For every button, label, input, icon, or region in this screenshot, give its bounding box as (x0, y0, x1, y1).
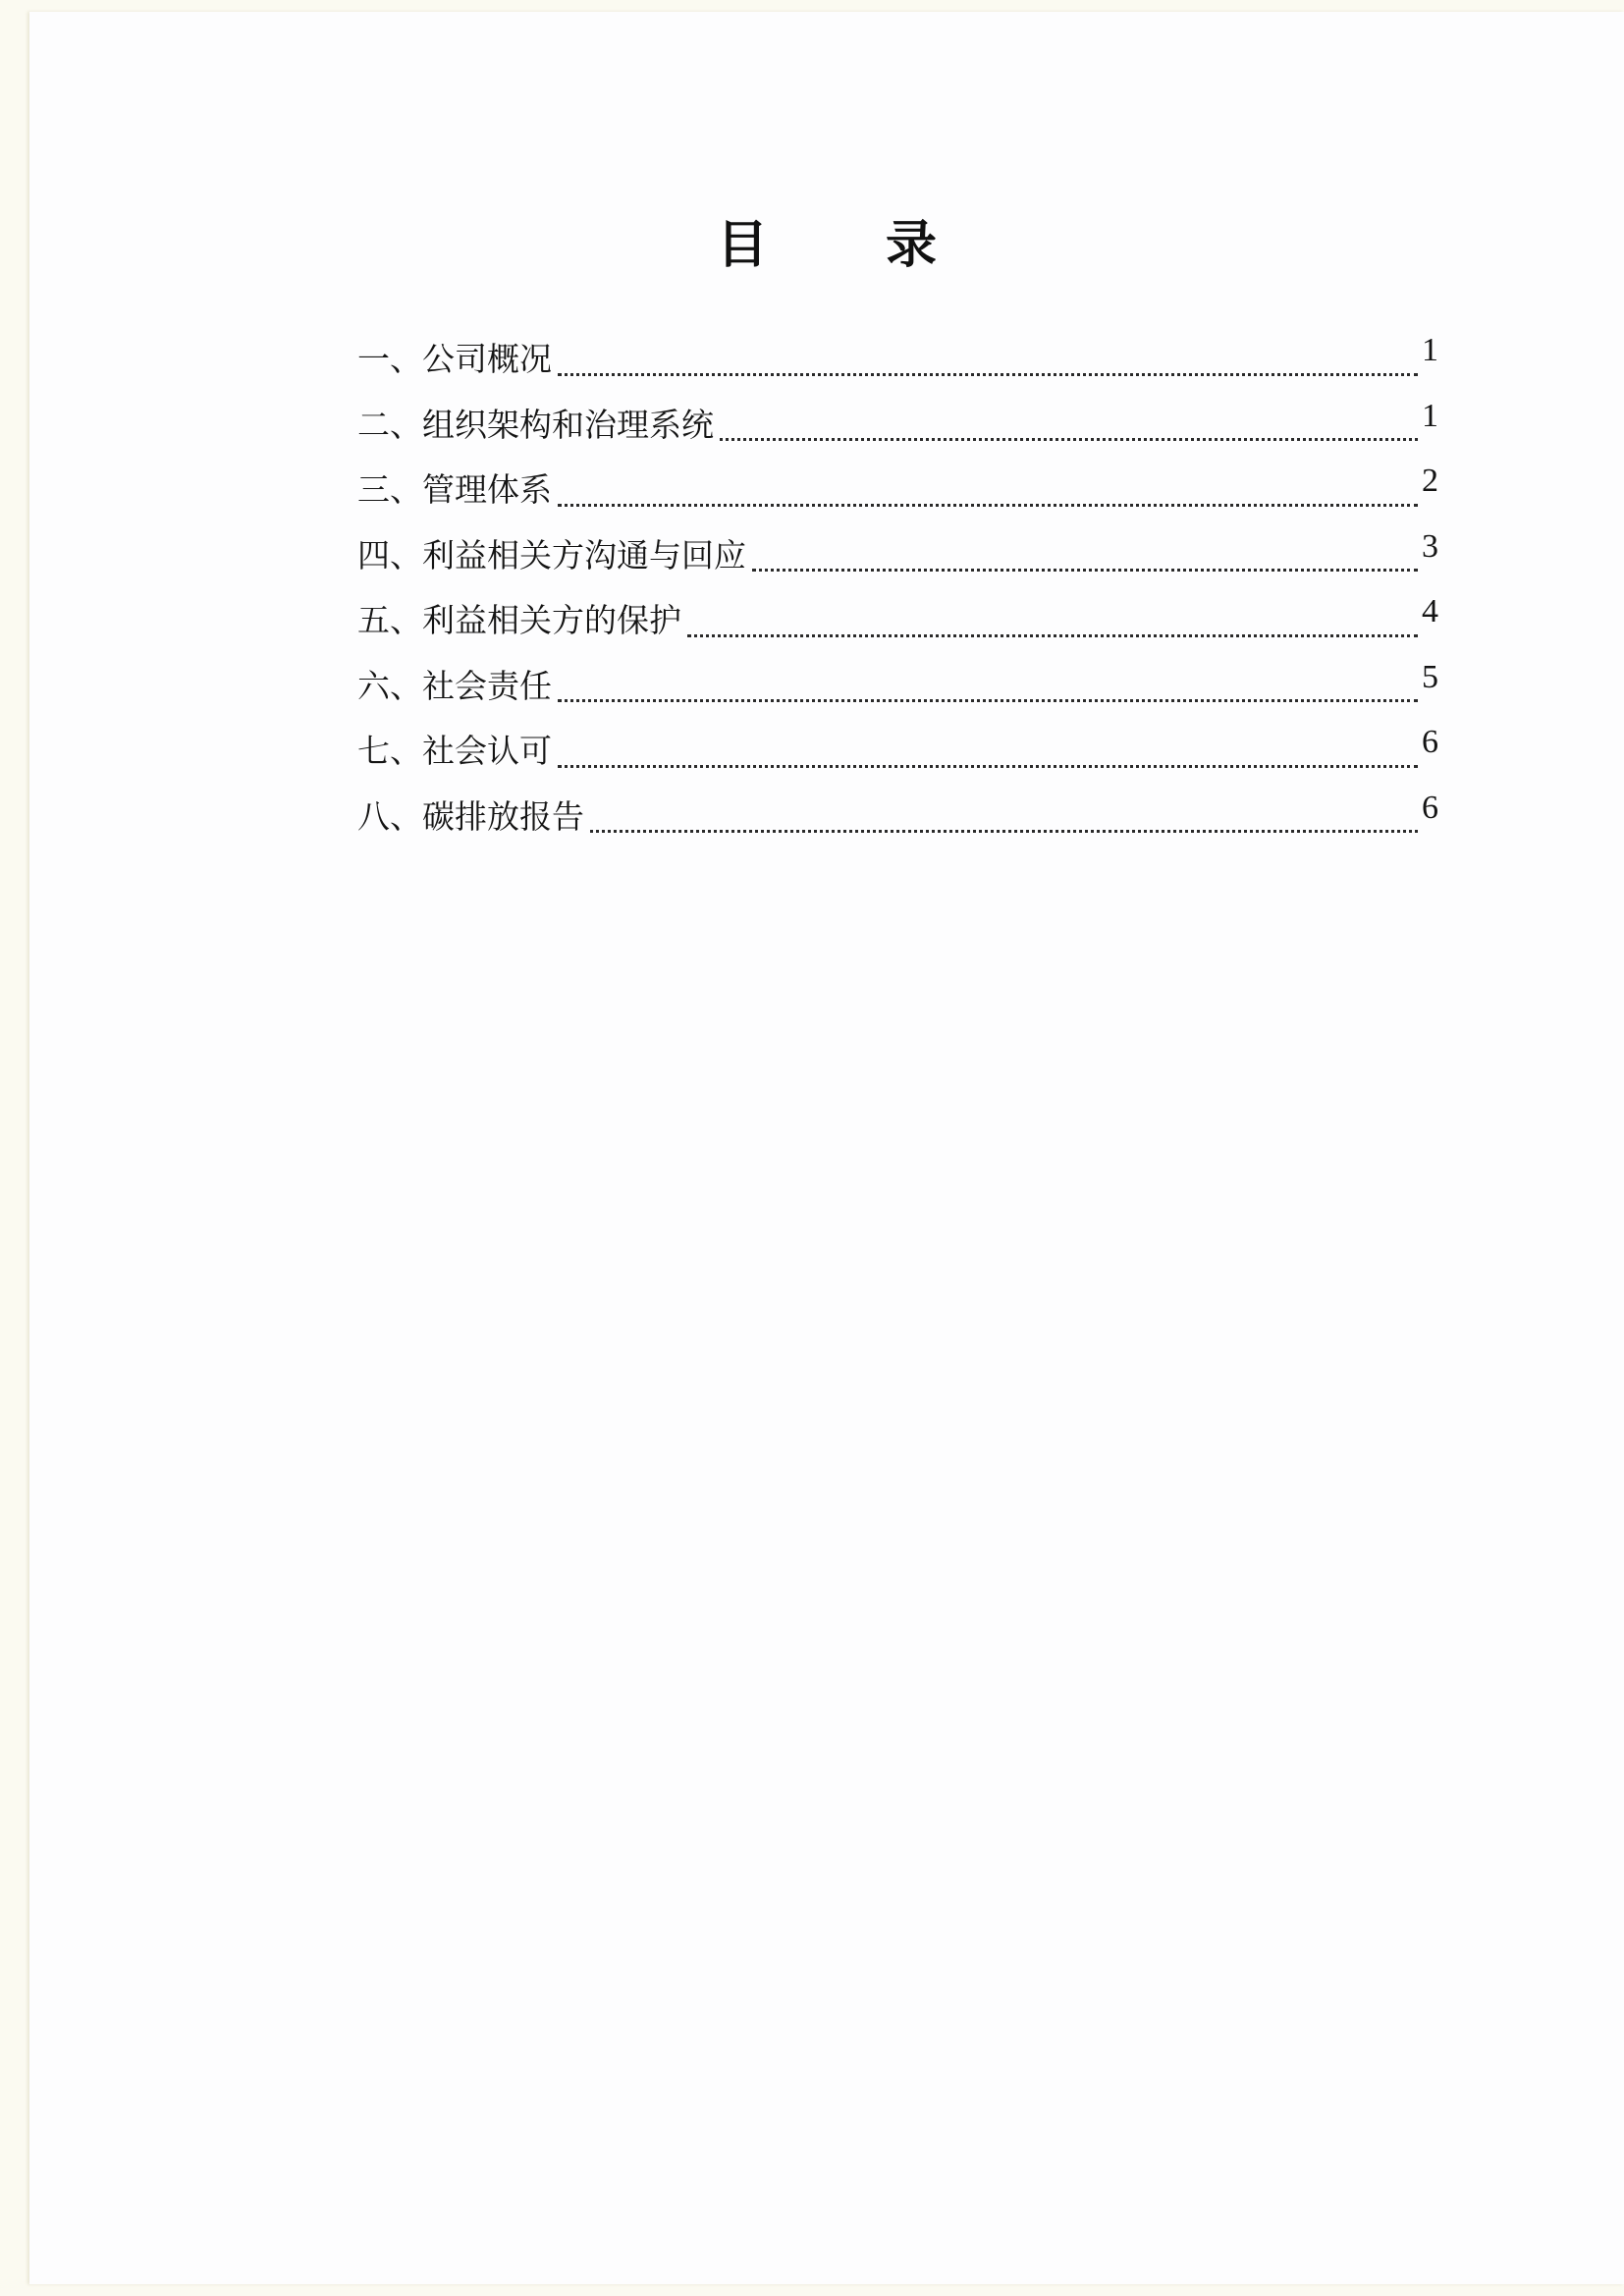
toc-entry-stakeholder-communication[interactable] (357, 527, 1438, 596)
toc-entry-text: 社会责任 (422, 666, 552, 705)
toc-dot-leader (720, 438, 1418, 441)
toc-entry-page: 2 (1422, 463, 1438, 499)
toc-dot-leader (558, 373, 1418, 376)
toc-entry-page: 3 (1422, 527, 1438, 565)
toc-entry-number: 三、 (357, 470, 422, 509)
toc-entry-number: 一、 (357, 340, 422, 378)
toc-entry-text: 组织架构和治理系统 (422, 405, 714, 444)
toc-entry-text: 碳排放报告 (422, 796, 584, 836)
toc-entry-text: 利益相关方沟通与回应 (422, 535, 746, 574)
toc-entry-number: 五、 (357, 601, 422, 639)
toc-entry-page: 1 (1422, 397, 1438, 434)
toc-entry-number: 七、 (357, 732, 422, 770)
toc-entry-number: 二、 (357, 405, 422, 444)
toc-entry-social-responsibility[interactable] (357, 658, 1438, 727)
toc-dot-leader (558, 504, 1418, 507)
toc-entry-number: 八、 (357, 796, 422, 836)
toc-dot-leader (558, 765, 1418, 768)
toc-entry-text: 管理体系 (422, 470, 552, 509)
toc-entry-text: 公司概况 (422, 340, 552, 378)
toc-entry-governance[interactable] (357, 397, 1438, 465)
toc-entry-page: 5 (1422, 658, 1438, 695)
toc-entry-number: 四、 (357, 535, 422, 574)
document-page (29, 12, 1624, 2284)
toc-entry-page: 4 (1422, 593, 1438, 629)
toc-entry-stakeholder-protection[interactable] (357, 595, 1438, 661)
toc-entry-text: 利益相关方的保护 (422, 601, 681, 639)
toc-entry-page: 1 (1422, 332, 1438, 368)
page-title-char: 录 (886, 216, 938, 275)
toc-entry-social-recognition[interactable] (357, 726, 1438, 792)
toc-entry-page: 6 (1422, 724, 1438, 760)
table-of-contents (357, 334, 1438, 856)
toc-entry-text: 社会认可 (422, 732, 552, 770)
toc-dot-leader (752, 569, 1418, 572)
toc-dot-leader (590, 830, 1418, 833)
toc-entry-carbon-emission-report[interactable] (357, 789, 1438, 857)
toc-entry-management-system[interactable] (357, 465, 1438, 530)
toc-dot-leader (687, 634, 1418, 637)
toc-entry-page: 6 (1422, 789, 1438, 826)
page-title (29, 216, 1624, 275)
toc-entry-company-overview[interactable] (357, 334, 1438, 400)
page-title-char: 目 (716, 216, 768, 275)
toc-dot-leader (558, 699, 1418, 702)
toc-entry-number: 六、 (357, 666, 422, 705)
